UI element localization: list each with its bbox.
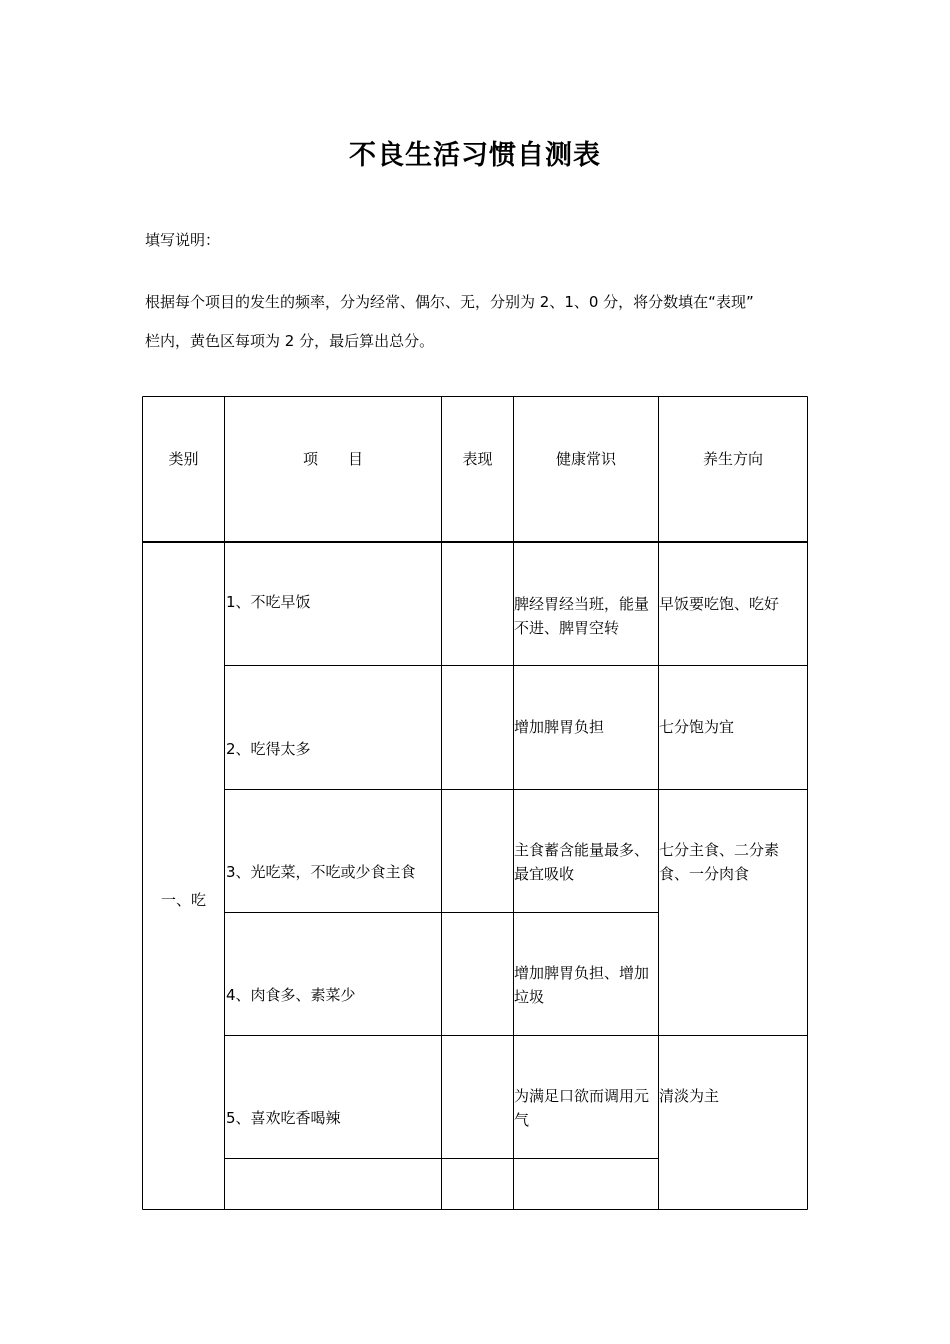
item-cell: 5、喜欢吃香喝辣 — [226, 1109, 341, 1127]
health-cell — [514, 1172, 658, 1196]
header-category: 类别 — [168, 450, 199, 468]
instructions-line-2: 栏内，黄色区每项为 2 分，最后算出总分。 — [145, 332, 435, 350]
item-cell: 4、肉食多、素菜少 — [226, 986, 356, 1004]
health-cell: 为满足口欲而调用元气 — [514, 1087, 650, 1129]
direction-cell: 七分主食、二分素食、一分肉食 — [659, 841, 780, 883]
health-cell: 主食蓄含能量最多、最宜吸收 — [514, 841, 650, 883]
direction-cell: 早饭要吃饱、吃好 — [659, 595, 780, 613]
performance-cell[interactable] — [442, 590, 513, 614]
health-cell: 脾经胃经当班，能量不进、脾胃空转 — [514, 595, 650, 637]
performance-cell[interactable] — [442, 1106, 513, 1130]
item-cell: 1、不吃早饭 — [226, 593, 311, 611]
instructions-heading: 填写说明： — [145, 231, 221, 249]
direction-cell: 清淡为主 — [659, 1087, 720, 1105]
page-title: 不良生活习惯自测表 — [349, 140, 601, 171]
item-cell — [226, 1172, 440, 1196]
instructions-line-1: 根据每个项目的发生的频率，分为经常、偶尔、无，分别为 2、1、0 分，将分数填在“表现” — [145, 293, 754, 311]
performance-cell[interactable] — [442, 1172, 513, 1196]
performance-cell[interactable] — [442, 860, 513, 884]
item-cell: 2、吃得太多 — [226, 740, 311, 758]
direction-cell: 七分饱为宜 — [659, 718, 735, 736]
header-performance: 表现 — [462, 450, 493, 468]
health-cell: 增加脾胃负担、增加垃圾 — [514, 964, 650, 1006]
category-cell: 一、吃 — [160, 891, 206, 909]
header-health-knowledge: 健康常识 — [555, 450, 616, 468]
performance-cell[interactable] — [442, 737, 513, 761]
performance-cell[interactable] — [442, 983, 513, 1007]
health-cell: 增加脾胃负担 — [514, 718, 605, 736]
header-wellness-direction: 养生方向 — [702, 450, 763, 468]
item-cell: 3、光吃菜，不吃或少食主食 — [226, 863, 416, 881]
header-item: 项 目 — [302, 450, 363, 468]
